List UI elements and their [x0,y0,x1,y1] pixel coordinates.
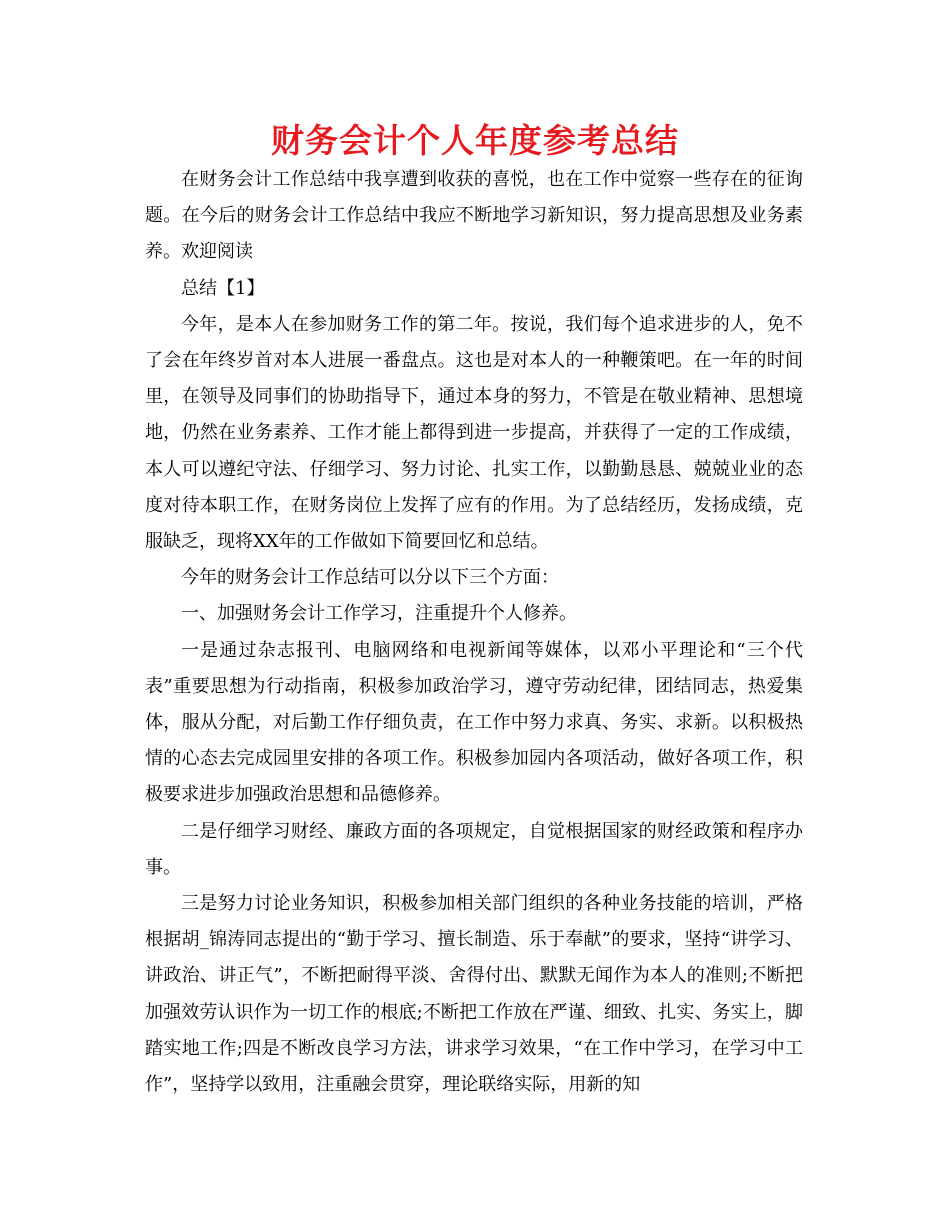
body-paragraph: 二是仔细学习财经、廉政方面的各项规定，自觉根据国家的财经政策和程序办事。 [145,820,803,878]
document-title: 财务会计个人年度参考总结 [271,121,679,160]
section-heading-summary-1: 总结【1】 [181,277,265,299]
intro-paragraph: 在财务会计工作总结中我享遭到收获的喜悦，也在工作中觉察一些存在的征询题。在今后的财务会计工作总结中我应不断地学习新知识，努力提高思想及业务素养。欢迎阅读 [145,169,803,263]
document-body [145,162,803,1103]
body-paragraph: 三是努力讨论业务知识，积极参加相关部门组织的各种业务技能的培训，严格根据胡_锦涛同志提出的“勤于学习、擅长制造、乐于奉献”的要求，坚持“讲学习、讲政治、讲正气”，不断把耐得平淡、舍得付出、默默无闻作为本人的准则;不断把加强效劳认识作为一切工作的根底;不断把工作放在严谨、细致、扎实、务实上，脚踏实地工作;四是不断改良学习方法，讲求学习效果，“在工作中学习，在学习中工作”，坚持学以致用，注重融会贯穿，理论联络实际，用新的知 [145,893,803,1096]
body-paragraph: 今年，是本人在参加财务工作的第二年。按说，我们每个追求进步的人，免不了会在年终岁首对本人进展一番盘点。这也是对本人的一种鞭策吧。在一年的时间里，在领导及同事们的协助指导下，通过本身的努力，不管是在敬业精神、思想境地，仍然在业务素养、工作才能上都得到进一步提高，并获得了一定的工作成绩，本人可以遵纪守法、仔细学习、努力讨论、扎实工作，以勤勤恳恳、兢兢业业的态度对待本职工作，在财务岗位上发挥了应有的作用。为了总结经历，发扬成绩，克服缺乏，现将XX年的工作做如下简要回忆和总结。 [145,313,803,553]
body-paragraph: 一是通过杂志报刊、电脑网络和电视新闻等媒体，以邓小平理论和“三个代表”重要思想为行动指南，积极参加政治学习，遵守劳动纪律，团结同志，热爱集体，服从分配，对后勤工作仔细负责，在工作中努力求真、务实、求新。以积极热情的心态去完成园里安排的各项工作。积极参加园内各项活动，做好各项工作，积极要求进步加强政治思想和品德修养。 [145,639,803,806]
section-heading-one: 一、加强财务会计工作学习，注重提升个人修养。 [181,603,577,625]
body-paragraph: 今年的财务会计工作总结可以分以下三个方面： [181,567,559,589]
